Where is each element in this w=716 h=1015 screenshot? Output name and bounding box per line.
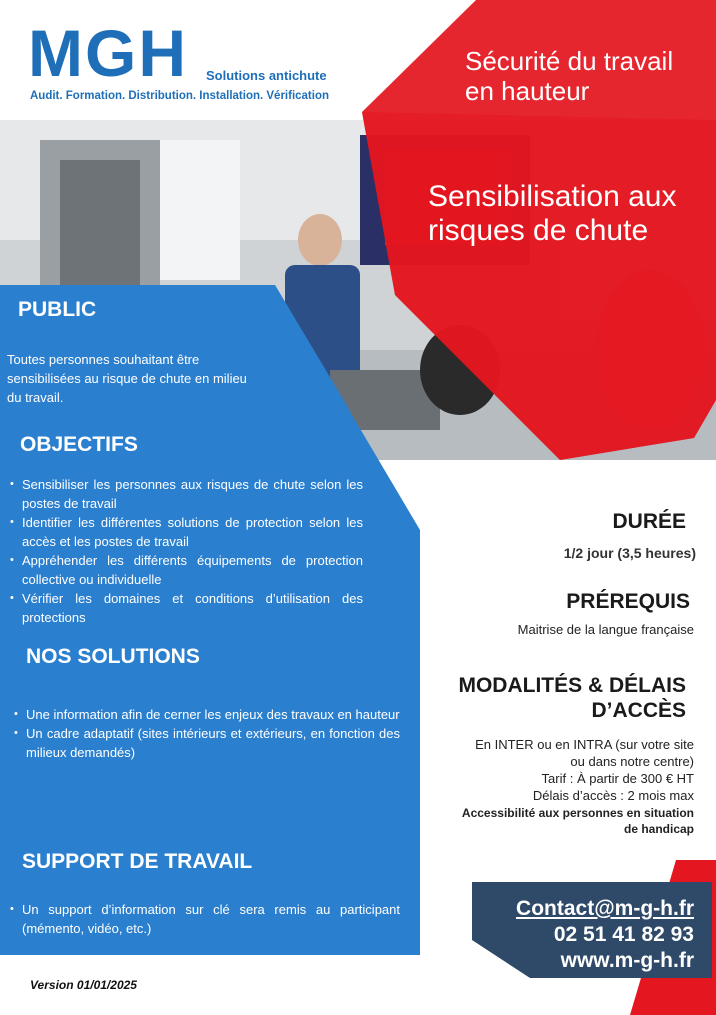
contact-block [516, 896, 694, 974]
contact-phone: 02 51 41 82 93 [553, 923, 694, 946]
logo-subtitle: Audit. Formation. Distribution. Installation. Vérification [30, 90, 330, 102]
header-title-2: Sensibilisation aux risques de chute [428, 180, 677, 247]
modalites-line-5: Accessibilité aux personnes en situation [461, 806, 694, 820]
objectifs-list [10, 475, 363, 627]
duree-heading: DURÉE [612, 510, 686, 533]
list-item: • Une information afin de cerner les enjeux des travaux en hauteur [14, 705, 400, 724]
support-list [10, 900, 400, 938]
modalites-heading-2: D’ACCÈS [591, 699, 686, 722]
contact-website-link[interactable]: www.m-g-h.fr [560, 949, 694, 972]
modalites-heading-1: MODALITÉS & DÉLAIS [458, 674, 686, 697]
objectifs-heading: OBJECTIFS [20, 433, 138, 456]
logo: MGH [28, 16, 188, 90]
list-item: • Un support d’information sur clé sera remis au participant (mémento, vidéo, etc.) [10, 900, 400, 938]
solutions-list [14, 705, 400, 762]
prerequis-heading: PRÉREQUIS [566, 590, 690, 613]
contact-email-link[interactable]: Contact@m-g-h.fr [516, 897, 694, 920]
modalites-line-2: ou dans notre centre) [570, 754, 694, 769]
logo-tagline: Solutions antichute [206, 68, 327, 83]
version-label: Version 01/01/2025 [30, 978, 137, 992]
support-heading: SUPPORT DE TRAVAIL [22, 850, 253, 873]
modalites-line-1: En INTER ou en INTRA (sur votre site [475, 737, 694, 752]
modalites-line-6: de handicap [623, 822, 694, 836]
list-item: • Un cadre adaptatif (sites intérieurs et extérieurs, en fonction des milieux demandés) [14, 724, 400, 762]
header-title-1: Sécurité du travail en hauteur [465, 46, 674, 106]
public-text: Toutes personnes souhaitant être sensibilisées au risque de chute en milieu du travail. [7, 352, 247, 405]
list-item: • Vérifier les domaines et conditions d’utilisation des protections [10, 589, 363, 627]
list-item: • Identifier les différentes solutions de protection selon les accès et les postes de travail [10, 513, 363, 551]
prerequis-text: Maitrise de la langue française [517, 622, 694, 637]
list-item: • Appréhender les différents équipements de protection collective ou individuelle [10, 551, 363, 589]
modalites-line-3: Tarif : À partir de 300 € HT [541, 771, 694, 786]
duree-text: 1/2 jour (3,5 heures) [563, 545, 696, 561]
list-item: • Sensibiliser les personnes aux risques de chute selon les postes de travail [10, 475, 363, 513]
modalites-line-4: Délais d’accès : 2 mois max [532, 788, 694, 803]
public-heading: PUBLIC [18, 298, 97, 321]
solutions-heading: NOS SOLUTIONS [26, 645, 200, 668]
